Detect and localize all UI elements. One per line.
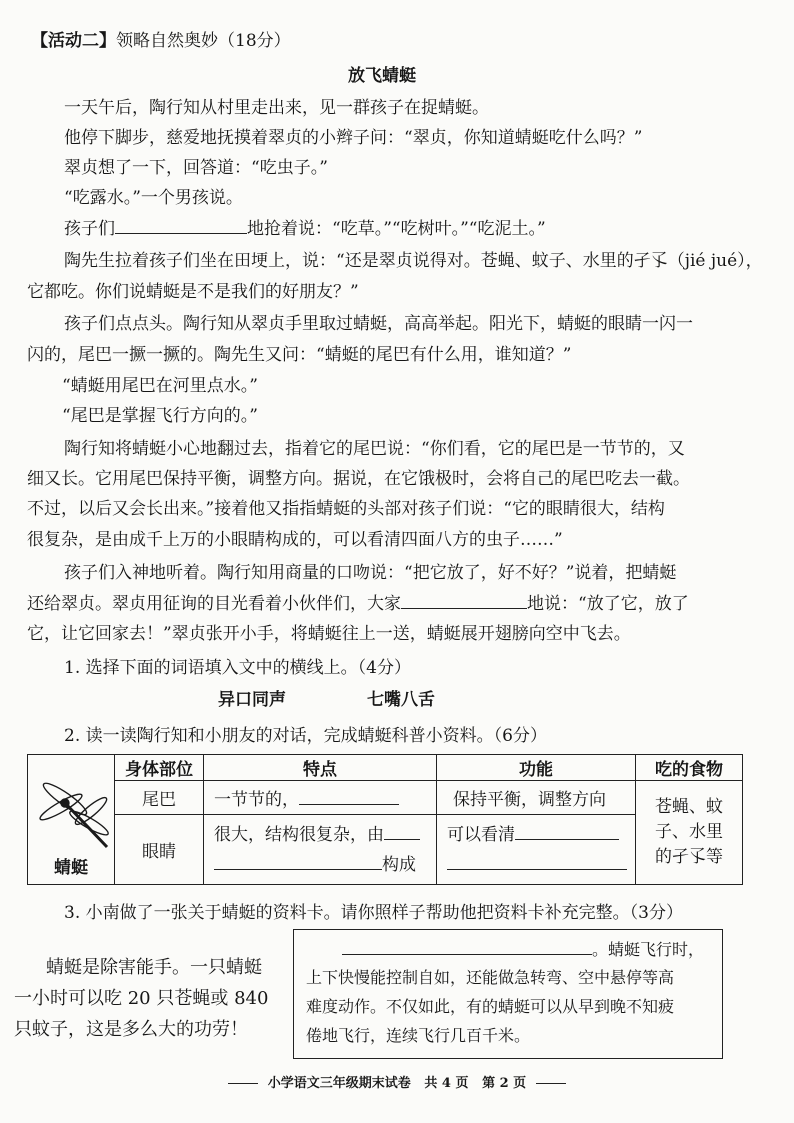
story-paragraph: 孩子们入神地听着。陶行知用商量的口吻说：“把它放了，好不好？”说着，把蜻蜓 [64, 563, 677, 583]
story-paragraph: 一天午后，陶行知从村里走出来，见一群孩子在捉蜻蜓。 [64, 98, 489, 118]
story-paragraph: “尾巴是掌握飞行方向的。” [62, 406, 258, 426]
tail-function: 保持平衡，调整方向 [437, 781, 636, 815]
eye-function-cell: 可以看清 [437, 815, 636, 885]
answer-blank[interactable] [384, 823, 420, 840]
section-heading: 【活动二】领略自然奥妙（18分） [31, 31, 291, 51]
eye-feature-cell: 很大，结构很复杂，由 构成 [204, 815, 437, 885]
sample-line: 只蚊子，这是多么大的功劳！ [14, 1019, 248, 1040]
answer-blank[interactable] [515, 823, 619, 840]
sample-line: 一小时可以吃 20 只苍蝇或 840 [14, 988, 269, 1009]
story-title: 放飞蜻蜓 [348, 66, 416, 86]
word-option: 异口同声 [218, 690, 286, 710]
header-body-part: 身体部位 [115, 755, 204, 781]
question-3: 3. 小南做了一张关于蜻蜓的资料卡。请你照样子帮助他把资料卡补充完整。（3分） [64, 903, 683, 923]
sample-card [14, 952, 268, 1045]
story-paragraph: “吃露水。”一个男孩说。 [64, 188, 243, 208]
page-footer: 小学语文三年级期末试卷 共 4 页 第 2 页 [0, 1072, 794, 1091]
info-card: 。蜻蜓飞行时， 上下快慢能控制自如，还能做急转弯、空中悬停等高 难度动作。不仅如此，有的蜻蜓可以从早到晚不知疲 倦地飞行，连续飞行几百千米。 [293, 929, 723, 1059]
word-option: 七嘴八舌 [367, 690, 435, 710]
card-line: 上下快慢能控制自如，还能做急转弯、空中悬停等高 [306, 968, 675, 987]
dragonfly-label: 蜻蜓 [54, 858, 88, 878]
footer-rule-right [536, 1083, 566, 1084]
answer-blank[interactable] [401, 592, 527, 609]
sample-line: 蜻蜓是除害能手。一只蜻蜓 [46, 957, 262, 978]
story-paragraph: 他停下脚步，慈爱地抚摸着翠贞的小辫子问：“翠贞，你知道蜻蜓吃什么吗？” [64, 128, 643, 148]
story-paragraph: 细又长。它用尾巴保持平衡，调整方向。据说，在它饿极时，会将自己的尾巴吃去一截。 [27, 469, 690, 489]
answer-blank[interactable] [299, 788, 399, 805]
story-paragraph: “蜻蜓用尾巴在河里点水。” [62, 376, 258, 396]
story-paragraph: 翠贞想了一下，回答道：“吃虫子。” [64, 158, 328, 178]
question-2: 2. 读一读陶行知和小朋友的对话，完成蜻蜓科普小资料。（6分） [64, 726, 547, 746]
story-paragraph: 很复杂，是由成千上万的小眼睛构成的，可以看清四面八方的虫子……” [27, 530, 563, 550]
question-1: 1. 选择下面的词语填入文中的横线上。（4分） [64, 658, 411, 678]
header-function: 功能 [437, 755, 636, 781]
eye-part: 眼睛 [115, 815, 204, 885]
story-paragraph: 闪的，尾巴一撅一撅的。陶先生又问：“蜻蜓的尾巴有什么用，谁知道？” [27, 345, 572, 365]
story-paragraph: 它，让它回家去！”翠贞张开小手，将蜻蜓往上一送，蜻蜓展开翅膀向空中飞去。 [27, 624, 631, 644]
answer-blank[interactable] [115, 217, 247, 234]
tail-feature-cell: 一节节的， [204, 781, 437, 815]
story-paragraph-with-blank: 孩子们 地抢着说：“吃草。”“吃树叶。”“吃泥土。” [64, 219, 546, 239]
story-paragraph: 陶行知将蜻蜓小心地翻过去，指着它的尾巴说：“你们看，它的尾巴是一节节的，又 [64, 439, 685, 459]
food-cell [636, 781, 743, 885]
story-paragraph: 陶先生拉着孩子们坐在田埂上，说：“还是翠贞说得对。苍蝇、蚊子、水里的孑孓（jié jué）， [64, 251, 763, 271]
dragonfly-cell [28, 755, 115, 885]
card-line: 难度动作。不仅如此，有的蜻蜓可以从早到晚不知疲 [306, 997, 675, 1016]
card-answer-blank[interactable] [342, 938, 592, 955]
dragonfly-icon [31, 781, 111, 851]
footer-rule-left [228, 1083, 258, 1084]
answer-blank[interactable] [214, 853, 382, 870]
header-feature: 特点 [204, 755, 437, 781]
food-line: 苍蝇、蚊 [655, 797, 723, 817]
food-line: 的孑孓等 [655, 847, 723, 867]
header-food: 吃的食物 [636, 755, 743, 781]
card-line: 倦地飞行，连续飞行几百千米。 [306, 1026, 531, 1045]
story-paragraph: 孩子们点点头。陶行知从翠贞手里取过蜻蜓，高高举起。阳光下，蜻蜓的眼睛一闪一 [64, 314, 693, 334]
story-paragraph: 它都吃。你们说蜻蜓是不是我们的好朋友？” [27, 282, 359, 302]
tail-part: 尾巴 [115, 781, 204, 815]
story-paragraph-with-blank: 还给翠贞。翠贞用征询的目光看着小伙伴们，大家 地说：“放了它，放了 [27, 594, 689, 614]
story-paragraph: 不过，以后又会长出来。”接着他又指指蜻蜓的头部对孩子们说：“它的眼睛很大，结构 [27, 499, 665, 519]
answer-blank[interactable] [447, 853, 627, 870]
dragonfly-info-table [27, 754, 743, 885]
food-line: 子、水里 [655, 822, 723, 842]
